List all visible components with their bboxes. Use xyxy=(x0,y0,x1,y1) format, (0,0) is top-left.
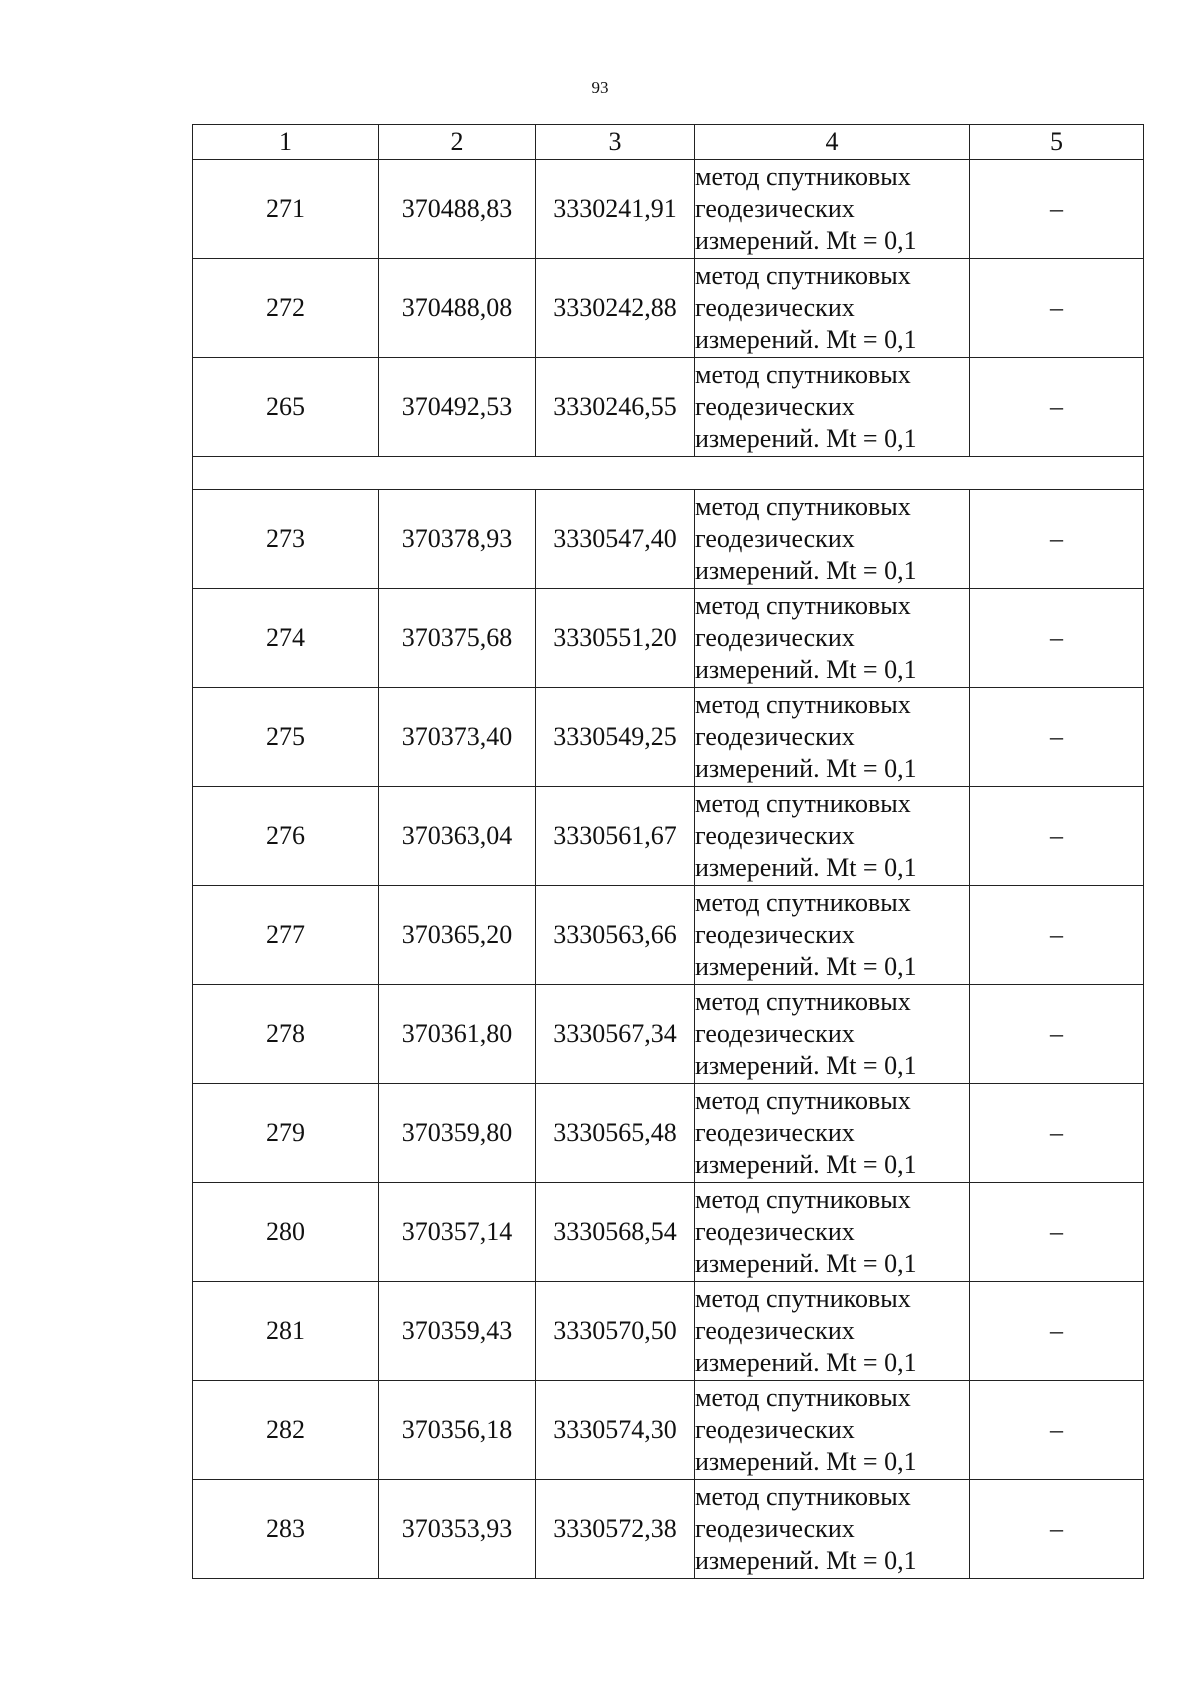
y-coordinate-cell: 3330565,48 xyxy=(536,1084,695,1183)
point-number-cell: 275 xyxy=(193,688,379,787)
point-number-cell: 281 xyxy=(193,1282,379,1381)
method-text-line: геодезических xyxy=(695,1415,855,1444)
method-text-line: геодезических xyxy=(695,1019,855,1048)
table-header-row xyxy=(193,125,1144,160)
coordinates-table xyxy=(192,124,1144,1579)
page-number: 93 xyxy=(591,78,609,97)
method-cell xyxy=(695,1183,970,1282)
y-coordinate-cell: 3330561,67 xyxy=(536,787,695,886)
method-cell xyxy=(695,490,970,589)
point-number-cell: 273 xyxy=(193,490,379,589)
method-text-line: измерений. Mt = 0,1 xyxy=(695,1051,917,1080)
x-coordinate-cell: 370353,93 xyxy=(379,1480,536,1579)
method-text-line: метод спутниковых xyxy=(695,888,911,917)
table-row xyxy=(193,358,1144,457)
method-text-line: геодезических xyxy=(695,1118,855,1147)
note-cell: – xyxy=(970,1381,1144,1480)
method-text-line: измерений. Mt = 0,1 xyxy=(695,1249,917,1278)
x-coordinate-cell: 370361,80 xyxy=(379,985,536,1084)
x-coordinate-cell: 370363,04 xyxy=(379,787,536,886)
table-row xyxy=(193,886,1144,985)
method-cell xyxy=(695,787,970,886)
method-text-line: измерений. Mt = 0,1 xyxy=(695,1150,917,1179)
column-header-5: 5 xyxy=(970,125,1144,160)
point-number-cell: 272 xyxy=(193,259,379,358)
method-text-line: геодезических xyxy=(695,1217,855,1246)
method-cell xyxy=(695,589,970,688)
y-coordinate-cell: 3330567,34 xyxy=(536,985,695,1084)
y-coordinate-cell: 3330551,20 xyxy=(536,589,695,688)
method-cell xyxy=(695,160,970,259)
note-cell: – xyxy=(970,160,1144,259)
x-coordinate-cell: 370492,53 xyxy=(379,358,536,457)
point-number-cell: 271 xyxy=(193,160,379,259)
method-text-line: метод спутниковых xyxy=(695,360,911,389)
y-coordinate-cell: 3330574,30 xyxy=(536,1381,695,1480)
method-text-line: геодезических xyxy=(695,623,855,652)
column-header-2: 2 xyxy=(379,125,536,160)
y-coordinate-cell: 3330568,54 xyxy=(536,1183,695,1282)
method-text-line: измерений. Mt = 0,1 xyxy=(695,1447,917,1476)
table-row xyxy=(193,787,1144,886)
method-text-line: метод спутниковых xyxy=(695,1383,911,1412)
point-number-cell: 283 xyxy=(193,1480,379,1579)
x-coordinate-cell: 370359,43 xyxy=(379,1282,536,1381)
point-number-cell: 282 xyxy=(193,1381,379,1480)
method-text-line: геодезических xyxy=(695,1316,855,1345)
method-text-line: измерений. Mt = 0,1 xyxy=(695,952,917,981)
y-coordinate-cell: 3330572,38 xyxy=(536,1480,695,1579)
method-text-line: геодезических xyxy=(695,293,855,322)
method-text-line: метод спутниковых xyxy=(695,591,911,620)
table-row xyxy=(193,490,1144,589)
point-number-cell: 265 xyxy=(193,358,379,457)
table-row xyxy=(193,259,1144,358)
method-text-line: метод спутниковых xyxy=(695,162,911,191)
y-coordinate-cell: 3330241,91 xyxy=(536,160,695,259)
x-coordinate-cell: 370365,20 xyxy=(379,886,536,985)
method-text-line: измерений. Mt = 0,1 xyxy=(695,226,917,255)
note-cell: – xyxy=(970,985,1144,1084)
table-row xyxy=(193,1381,1144,1480)
x-coordinate-cell: 370356,18 xyxy=(379,1381,536,1480)
y-coordinate-cell: 3330246,55 xyxy=(536,358,695,457)
method-text-line: метод спутниковых xyxy=(695,492,911,521)
method-text-line: метод спутниковых xyxy=(695,1482,911,1511)
table-row xyxy=(193,160,1144,259)
method-text-line: метод спутниковых xyxy=(695,690,911,719)
method-text-line: измерений. Mt = 0,1 xyxy=(695,424,917,453)
column-header-1: 1 xyxy=(193,125,379,160)
note-cell: – xyxy=(970,688,1144,787)
point-number-cell: 278 xyxy=(193,985,379,1084)
x-coordinate-cell: 370378,93 xyxy=(379,490,536,589)
note-cell: – xyxy=(970,358,1144,457)
table-row xyxy=(193,1282,1144,1381)
note-cell: – xyxy=(970,787,1144,886)
method-cell xyxy=(695,1282,970,1381)
note-cell: – xyxy=(970,1084,1144,1183)
y-coordinate-cell: 3330563,66 xyxy=(536,886,695,985)
method-cell xyxy=(695,358,970,457)
table-row xyxy=(193,1480,1144,1579)
method-text-line: метод спутниковых xyxy=(695,789,911,818)
group-separator-cell xyxy=(193,457,1144,490)
method-cell xyxy=(695,985,970,1084)
point-number-cell: 276 xyxy=(193,787,379,886)
point-number-cell: 274 xyxy=(193,589,379,688)
method-text-line: измерений. Mt = 0,1 xyxy=(695,655,917,684)
point-number-cell: 280 xyxy=(193,1183,379,1282)
method-text-line: геодезических xyxy=(695,392,855,421)
method-text-line: геодезических xyxy=(695,722,855,751)
method-text-line: измерений. Mt = 0,1 xyxy=(695,1348,917,1377)
note-cell: – xyxy=(970,589,1144,688)
method-text-line: геодезических xyxy=(695,1514,855,1543)
y-coordinate-cell: 3330547,40 xyxy=(536,490,695,589)
x-coordinate-cell: 370359,80 xyxy=(379,1084,536,1183)
y-coordinate-cell: 3330549,25 xyxy=(536,688,695,787)
method-text-line: измерений. Mt = 0,1 xyxy=(695,754,917,783)
table-row xyxy=(193,1183,1144,1282)
note-cell: – xyxy=(970,1282,1144,1381)
method-text-line: измерений. Mt = 0,1 xyxy=(695,556,917,585)
y-coordinate-cell: 3330242,88 xyxy=(536,259,695,358)
method-text-line: измерений. Mt = 0,1 xyxy=(695,853,917,882)
method-text-line: метод спутниковых xyxy=(695,261,911,290)
method-text-line: метод спутниковых xyxy=(695,1185,911,1214)
method-text-line: измерений. Mt = 0,1 xyxy=(695,325,917,354)
method-text-line: геодезических xyxy=(695,194,855,223)
x-coordinate-cell: 370357,14 xyxy=(379,1183,536,1282)
method-cell xyxy=(695,1084,970,1183)
y-coordinate-cell: 3330570,50 xyxy=(536,1282,695,1381)
point-number-cell: 279 xyxy=(193,1084,379,1183)
group-separator-row xyxy=(193,457,1144,490)
method-cell xyxy=(695,886,970,985)
note-cell: – xyxy=(970,886,1144,985)
method-text-line: геодезических xyxy=(695,821,855,850)
method-cell xyxy=(695,1381,970,1480)
method-cell xyxy=(695,259,970,358)
table-row xyxy=(193,985,1144,1084)
method-text-line: измерений. Mt = 0,1 xyxy=(695,1546,917,1575)
note-cell: – xyxy=(970,490,1144,589)
method-text-line: метод спутниковых xyxy=(695,1086,911,1115)
method-text-line: метод спутниковых xyxy=(695,1284,911,1313)
table-row xyxy=(193,688,1144,787)
x-coordinate-cell: 370488,83 xyxy=(379,160,536,259)
method-cell xyxy=(695,1480,970,1579)
method-text-line: геодезических xyxy=(695,920,855,949)
note-cell: – xyxy=(970,259,1144,358)
x-coordinate-cell: 370373,40 xyxy=(379,688,536,787)
method-cell xyxy=(695,688,970,787)
method-text-line: метод спутниковых xyxy=(695,987,911,1016)
method-text-line: геодезических xyxy=(695,524,855,553)
note-cell: – xyxy=(970,1480,1144,1579)
table-row xyxy=(193,589,1144,688)
x-coordinate-cell: 370488,08 xyxy=(379,259,536,358)
note-cell: – xyxy=(970,1183,1144,1282)
column-header-3: 3 xyxy=(536,125,695,160)
point-number-cell: 277 xyxy=(193,886,379,985)
x-coordinate-cell: 370375,68 xyxy=(379,589,536,688)
column-header-4: 4 xyxy=(695,125,970,160)
table-row xyxy=(193,1084,1144,1183)
